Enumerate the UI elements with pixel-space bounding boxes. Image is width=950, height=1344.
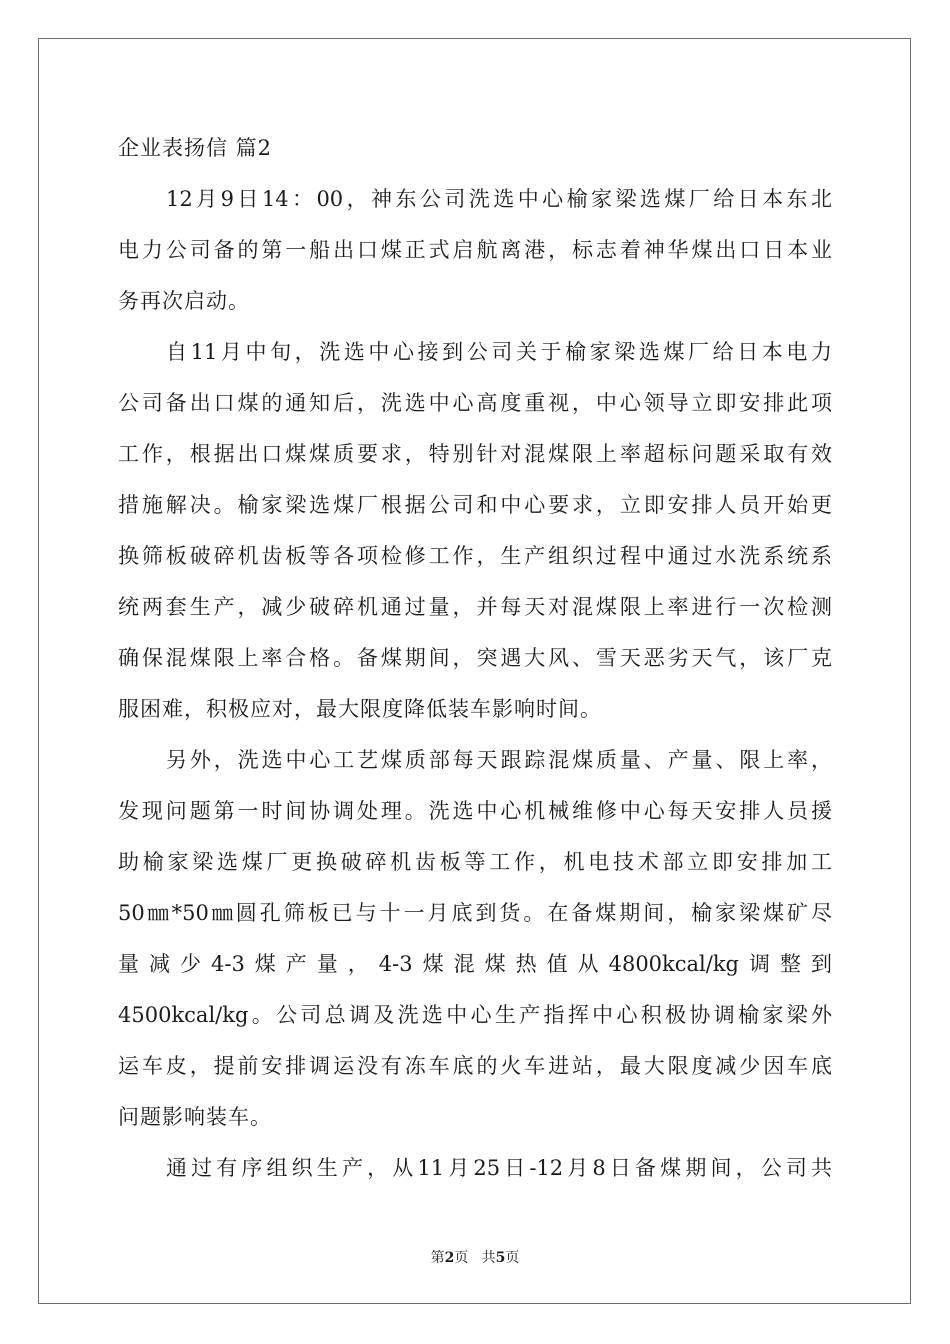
paragraph-line: 自11月中旬，洗选中心接到公司关于榆家梁选煤厂给日本电力 (166, 340, 832, 364)
paragraph-line: 问题影响装车。 (118, 1105, 272, 1129)
paragraph-line: 另外，洗选中心工艺煤质部每天跟踪混煤质量、产量、限上率， (166, 748, 832, 772)
paragraph-line: 务再次启动。 (118, 289, 250, 313)
paragraph-line: 公司备出口煤的通知后，洗选中心高度重视，中心领导立即安排此项 (118, 391, 832, 415)
paragraph-line: 通过有序组织生产，从11月25日-12月8日备煤期间，公司共 (166, 1156, 832, 1180)
footer-mid: 页 共 (454, 1250, 496, 1266)
paragraph-line: 助榆家梁选煤厂更换破碎机齿板等工作，机电技术部立即安排加工 (118, 850, 832, 874)
paragraph-line: 运车皮，提前安排调运没有冻车底的火车进站，最大限度减少因车底 (118, 1054, 832, 1078)
document-title: 企业表扬信 篇2 (118, 136, 273, 160)
paragraph-line: 50㎜*50㎜圆孔筛板已与十一月底到货。在备煤期间，榆家梁煤矿尽 (118, 901, 832, 925)
paragraph-line: 服困难，积极应对，最大限度降低装车影响时间。 (118, 697, 602, 721)
paragraph-line: 确保混煤限上率合格。备煤期间，突遇大风、雪天恶劣天气，该厂克 (118, 646, 832, 670)
paragraph-line: 措施解决。榆家梁选煤厂根据公司和中心要求，立即安排人员开始更 (118, 493, 832, 517)
paragraph-line: 4500kcal/kg。公司总调及洗选中心生产指挥中心积极协调榆家梁外 (118, 1003, 832, 1027)
total-pages-number: 5 (495, 1250, 506, 1266)
footer-suffix: 页 (505, 1250, 520, 1266)
paragraph-line: 工作，根据出口煤煤质要求，特别针对混煤限上率超标问题采取有效 (118, 442, 832, 466)
footer-prefix: 第 (430, 1250, 445, 1266)
paragraph-line: 换筛板破碎机齿板等各项检修工作，生产组织过程中通过水洗系统系 (118, 544, 832, 568)
paragraph-line: 统两套生产，减少破碎机通过量，并每天对混煤限上率进行一次检测 (118, 595, 832, 619)
paragraph-line: 发现问题第一时间协调处理。洗选中心机械维修中心每天安排人员援 (118, 799, 832, 823)
paragraph-line: 量减少4-3煤产量，4-3煤混煤热值从4800kcal/kg调整到 (118, 952, 832, 976)
paragraph-line: 12月9日14：00，神东公司洗选中心榆家梁选煤厂给日本东北 (166, 187, 832, 211)
paragraph-line: 电力公司备的第一船出口煤正式启航离港，标志着神华煤出口日本业 (118, 238, 832, 262)
page-footer (0, 1248, 950, 1268)
current-page-number: 2 (444, 1250, 455, 1266)
